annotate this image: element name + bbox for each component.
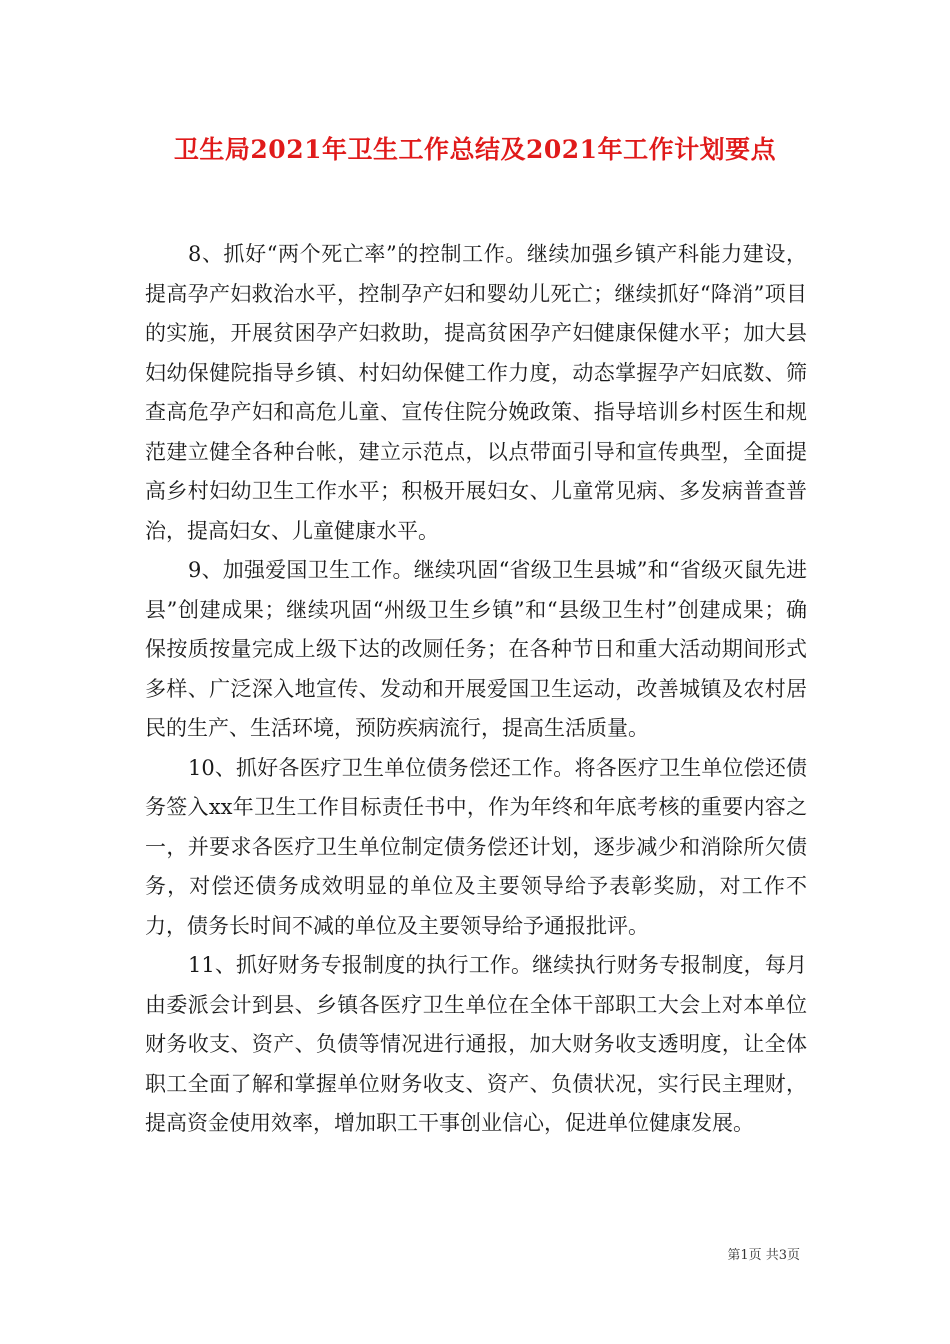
paragraph-item-10: 10、抓好各医疗卫生单位债务偿还工作。将各医疗卫生单位偿还债务签入xx年卫生工作目标责任书中，作为年终和年底考核的重要内容之一，并要求各医疗卫生单位制定债务偿还计划，逐步减少和消除所欠债务，对偿还债务成效明显的单位及主要领导给予表彰奖励，对工作不力，债务长时间不减的单位及主要领导给予通报批评。 <box>145 755 807 938</box>
paragraph-item-8: 8、抓好“两个死亡率”的控制工作。继续加强乡镇产科能力建设，提高孕产妇救治水平，控制孕产妇和婴幼儿死亡；继续抓好“降消”项目的实施，开展贫困孕产妇救助，提高贫困孕产妇健康保健水平；加大县妇幼保健院指导乡镇、村妇幼保健工作力度，动态掌握孕产妇底数、筛查高危孕产妇和高危儿童、宣传住院分娩政策、指导培训乡村医生和规范建立健全各种台帐，建立示范点，以点带面引导和宣传典型，全面提高乡村妇幼卫生工作水平；积极开展妇女、儿童常见病、多发病普查普治，提高妇女、儿童健康水平。 <box>145 242 807 543</box>
paragraph-item-11: 11、抓好财务专报制度的执行工作。继续执行财务专报制度，每月由委派会计到县、乡镇各医疗卫生单位在全体干部职工大会上对本单位财务收支、资产、负债等情况进行通报，加大财务收支透明度，让全体职工全面了解和掌握单位财务收支、资产、负债状况，实行民主理财，提高资金使用效率，增加职工干事创业信心，促进单位健康发展。 <box>145 953 807 1135</box>
paragraph-item-9: 9、加强爱国卫生工作。继续巩固“省级卫生县城”和“省级灭鼠先进县”创建成果；继续巩固“州级卫生乡镇”和“县级卫生村”创建成果；确保按质按量完成上级下达的改厕任务；在各种节日和重大活动期间形式多样、广泛深入地宣传、发动和开展爱国卫生运动，改善城镇及农村居民的生产、生活环境，预防疾病流行，提高生活质量。 <box>145 558 807 740</box>
page-number-footer: 第1页 共3页 <box>727 1248 800 1263</box>
document-body <box>145 235 807 1144</box>
document-title: 卫生局2021年卫生工作总结及2021年工作计划要点 <box>173 135 777 164</box>
